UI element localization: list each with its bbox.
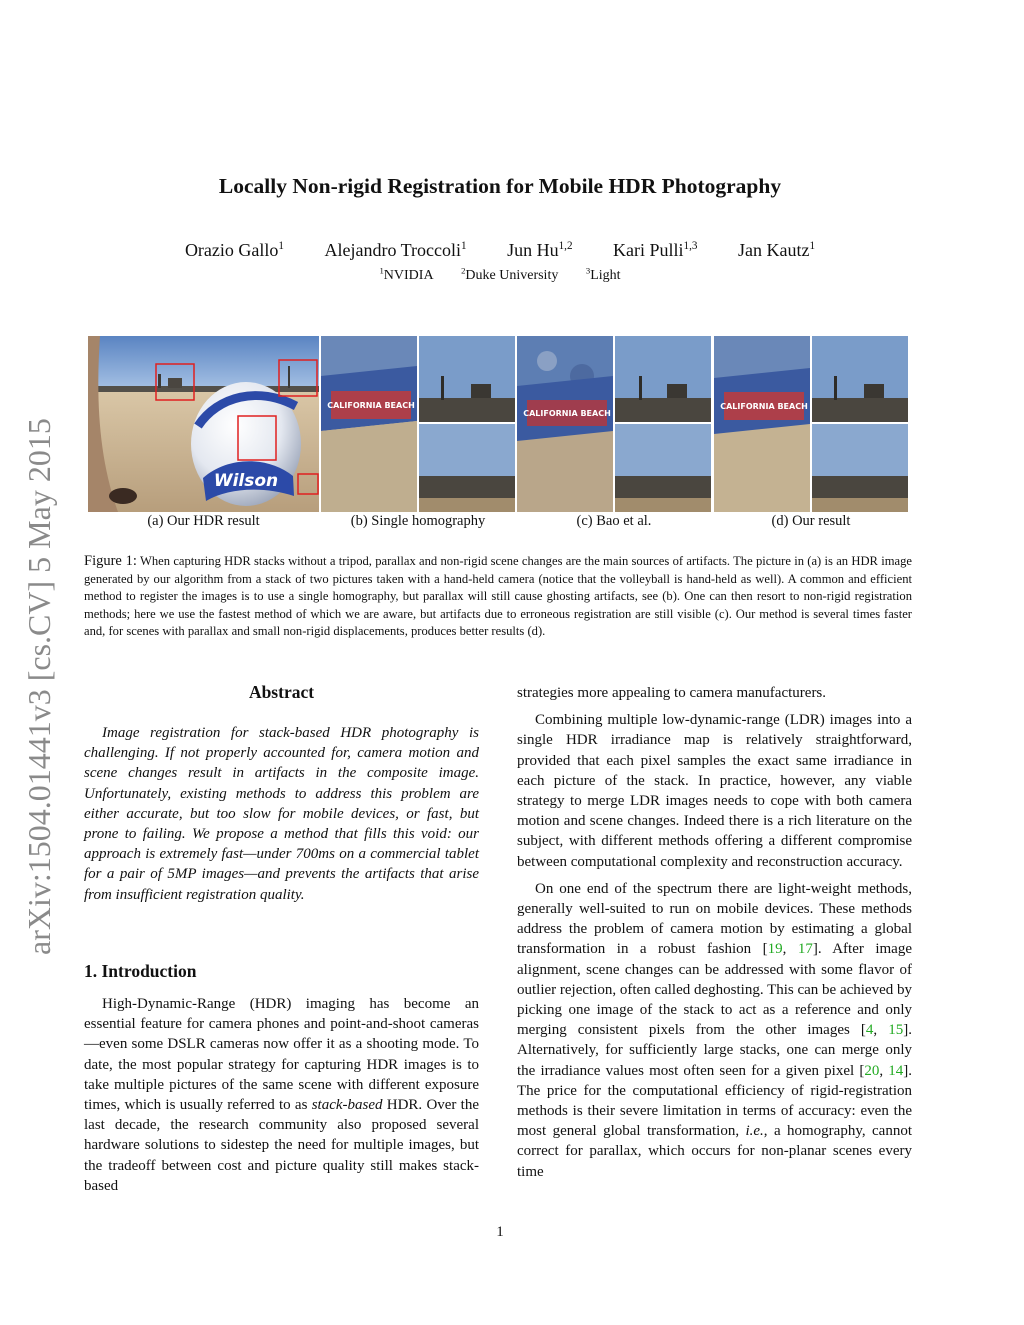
intro-paragraph: Combining multiple low-dynamic-range (LDR) images into a single HDR irradiance map is relatively straightforward, provided that each pixel samples the exact same irradiance in each picture of the stack. In practice, however, any viable strategy to merge LDR images needs to cope with both camera motion and scene changes. Indeed there is a rich literature on the subject, with different methods offering a different compromise between computational complexity and reconstruction accuracy.: [517, 712, 912, 870]
intro-paragraph: On one end of the spectrum there are light-weight methods, generally well-suited to run on mobile devices. These methods address the problem of camera motion by estimating a global transformation in a robust fashion [19, 17]. After image alignment, scene changes can be addressed with some flavor of outlier rejection, often called deghosting. This can be achieved by picking one image of the stack to act as a reference and only merging consistent pixels from the other images [4, 15]. Alternatively, for sufficiently large stacks, one can merge only the irradiance values most often seen for a given pixel [20, 14]. The price for the computational efficiency of rigid-registration methods is their severe limitation in terms of accuracy: even the most general global transformation, i.e., a homography, cannot correct for parallax, which occurs for non-planar scenes every time: [517, 880, 913, 1180]
subcaption-b: (b) Single homography: [350, 513, 486, 529]
bao-et-al-insets: [517, 336, 711, 512]
figure-panel-c: [517, 336, 711, 512]
ball-logo: Wilson: [213, 471, 279, 491]
beach-hdr-image: [88, 336, 319, 512]
citation-link[interactable]: 17: [797, 941, 813, 958]
affiliation: $^3$Light: [585, 265, 621, 283]
arxiv-stamp: arXiv:1504.01441v3 [cs.CV] 5 May 2015: [21, 418, 57, 955]
author: Kari Pulli$^{1,3}$: [613, 239, 698, 260]
our-result-insets: [714, 336, 908, 512]
figure-panel-a: [88, 336, 319, 512]
subcaption-a: (a) Our HDR result: [147, 513, 260, 529]
abstract-heading: Abstract: [248, 682, 315, 702]
subcaption-c: (c) Bao et al.: [576, 513, 652, 529]
citation-link[interactable]: 15: [888, 1022, 904, 1039]
inset-text: CALIFORNIA BEACH: [327, 401, 415, 410]
inset-text: CALIFORNIA BEACH: [523, 409, 611, 418]
affiliation: $^2$Duke University: [461, 265, 559, 283]
author: Orazio Gallo$^1$: [184, 239, 284, 260]
intro-continuation: strategies more appealing to camera manufacturers.: [517, 685, 827, 701]
figure-panel-d: [714, 336, 908, 512]
author-list: [0, 240, 1000, 261]
figure-caption-text: When capturing HDR stacks without a tripod, parallax and non-rigid scene changes are the main sources of artifacts. The picture in (a) is an HDR image generated by our algorithm from a stack of two pictures taken with a hand-held camera (notice that the volleyball is hand-held as well). A common and efficient method to register the images is to use a single homography, but parallax will still cause ghosting artifacts, see (b). One can then resort to non-rigid registration methods; here we use the fastest method of which we are aware, but artifacts due to erroneous registration are still visible (c). Our method is several times faster and, for scenes with parallax and small non-rigid displacements, produces better results (d).: [84, 554, 913, 639]
right-column-text: [517, 683, 912, 1182]
introduction-heading: 1. Introduction: [84, 961, 197, 981]
figure-label: Figure 1:: [84, 553, 137, 569]
figure-caption: [84, 553, 912, 641]
paper-title: Locally Non-rigid Registration for Mobile HDR Photography: [218, 174, 782, 198]
subcaption-d: (d) Our result: [771, 513, 851, 529]
abstract-paragraph: Image registration for stack-based HDR photography is challenging. If not properly accounted for, camera motion and scene changes result in artifacts in the composite image. Unfortunately, existing methods to address this problem are either accurate, but too slow for mobile devices, or fast, but prone to failing. We propose a method that fills this void: our approach is extremely fast—under 700ms on a commercial tablet for a pair of 5MP images—and prevents the artifacts that arise from insufficient registration quality.: [84, 725, 479, 903]
figure-panel-b: [321, 336, 515, 512]
citation-link[interactable]: 14: [888, 1062, 904, 1079]
citation-link[interactable]: 4: [865, 1022, 874, 1039]
affiliation: $^1$NVIDIA: [379, 265, 434, 283]
author: Jan Kautz$^1$: [737, 239, 816, 260]
inset-text: CALIFORNIA BEACH: [720, 402, 808, 411]
affiliation-list: [0, 265, 1000, 284]
page-number: 1: [496, 1224, 504, 1240]
citation-link[interactable]: 20: [864, 1062, 880, 1079]
introduction-text: [84, 994, 479, 1196]
abstract-text: [84, 723, 479, 905]
author: Jun Hu$^{1,2}$: [507, 239, 573, 260]
citation-link[interactable]: 19: [767, 941, 783, 958]
author: Alejandro Troccoli$^1$: [324, 239, 467, 260]
intro-paragraph: High-Dynamic-Range (HDR) imaging has become an essential feature for camera phones and point-and-shoot cameras—even some DSLR cameras now offer it as a shooting mode. To date, the most popular strategy for capturing HDR images is to take multiple pictures of the same scene with different exposure times, which is usually referred to as stack-based HDR. Over the last decade, the research community also proposed several hardware solutions to sidestep the need for multiple images, but the tradeoff between cost and picture quality still makes stack-based: [84, 996, 480, 1194]
single-homography-insets: [321, 336, 515, 512]
